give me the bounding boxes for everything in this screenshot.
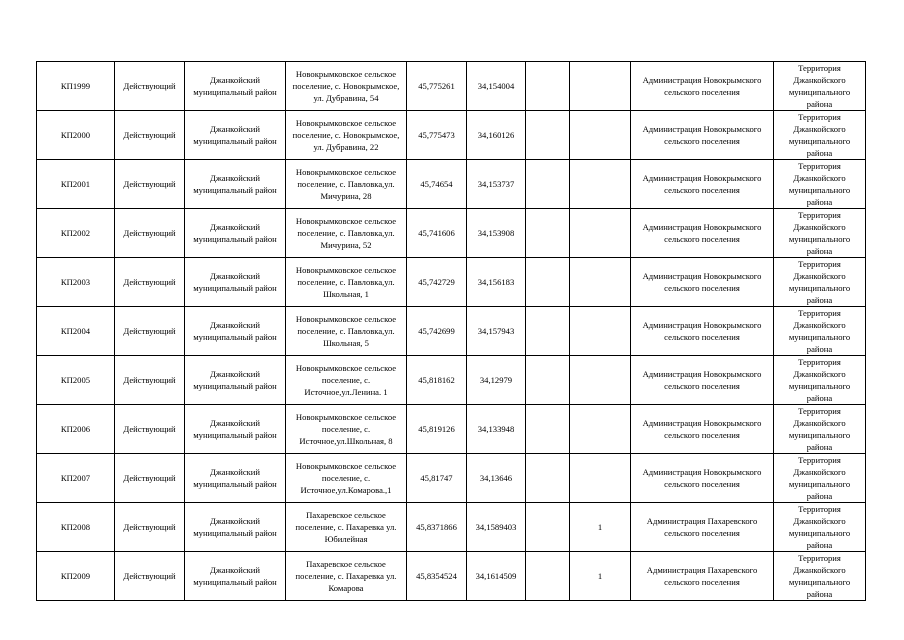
cell-longitude-text: 34,13646 <box>479 473 513 483</box>
cell-latitude-text: 45,74654 <box>420 179 453 189</box>
cell-latitude-text: 45,741606 <box>418 228 455 238</box>
cell-district <box>185 111 286 160</box>
cell-territory-text: Территория Джанкойского муниципального района <box>788 112 851 158</box>
cell-latitude <box>407 307 467 356</box>
cell-status-text: Действующий <box>123 326 176 336</box>
cell-territory-text: Территория Джанкойского муниципального района <box>788 259 851 305</box>
cell-district-text: Джанкойский муниципальный район <box>193 369 277 391</box>
table-row <box>37 160 866 209</box>
cell-longitude <box>467 209 526 258</box>
cell-code-text: КП2005 <box>60 375 91 385</box>
cell-code-text: КП2004 <box>60 326 91 336</box>
cell-longitude <box>467 454 526 503</box>
cell-count <box>570 405 631 454</box>
cell-owner <box>631 258 774 307</box>
cell-address-text: Новокрымковское сельское поселение, с. Павловка,ул. Школьная, 1 <box>295 265 397 299</box>
cell-latitude <box>407 258 467 307</box>
cell-owner <box>631 454 774 503</box>
cell-latitude-text: 45,775261 <box>418 81 455 91</box>
cell-code-text: КП2001 <box>60 179 91 189</box>
cell-longitude-text: 34,157943 <box>477 326 515 336</box>
cell-code <box>37 209 115 258</box>
cell-district-text: Джанкойский муниципальный район <box>193 320 277 342</box>
cell-latitude-text: 45,742729 <box>418 277 455 287</box>
cell-count <box>570 503 631 552</box>
cell-address <box>286 356 407 405</box>
cell-territory-text: Территория Джанкойского муниципального района <box>788 455 851 501</box>
cell-district <box>185 356 286 405</box>
cell-address-text: Новокрымковское сельское поселение, с. Источное,ул.Комарова.,1 <box>295 461 397 495</box>
cell-address-text: Новокрымковское сельское поселение, с. Павловка,ул. Школьная, 5 <box>295 314 397 348</box>
cell-code <box>37 356 115 405</box>
cell-empty <box>526 160 570 209</box>
cell-code-text: КП2007 <box>60 473 91 483</box>
cell-district-text: Джанкойский муниципальный район <box>193 124 277 146</box>
cell-empty <box>526 307 570 356</box>
cell-count <box>570 111 631 160</box>
cell-status-text: Действующий <box>123 179 176 189</box>
cell-longitude-text: 34,153737 <box>477 179 515 189</box>
cell-code <box>37 111 115 160</box>
cell-territory-text: Территория Джанкойского муниципального района <box>788 553 851 599</box>
cell-longitude-text: 34,156183 <box>477 277 515 287</box>
cell-territory <box>774 160 866 209</box>
cell-empty <box>526 552 570 601</box>
cell-status <box>115 258 185 307</box>
cell-latitude <box>407 209 467 258</box>
cell-district <box>185 62 286 111</box>
cell-address-text: Новокрымковское сельское поселение, с. Павловка,ул. Мичурина, 28 <box>295 167 397 201</box>
cell-latitude-text: 45,8354524 <box>416 571 457 581</box>
cell-latitude-text: 45,775473 <box>418 130 455 140</box>
cell-code <box>37 552 115 601</box>
cell-district <box>185 209 286 258</box>
cell-count <box>570 552 631 601</box>
cell-code-text: КП2000 <box>60 130 91 140</box>
cell-address-text: Пахаревское сельское поселение, с. Пахаревка ул. Комарова <box>295 559 397 593</box>
cell-longitude-text: 34,12979 <box>479 375 513 385</box>
cell-district <box>185 503 286 552</box>
cell-longitude <box>467 160 526 209</box>
cell-status-text: Действующий <box>123 277 176 287</box>
cell-status <box>115 405 185 454</box>
cell-longitude-text: 34,1589403 <box>475 522 517 532</box>
cell-status-text: Действующий <box>123 81 176 91</box>
cell-longitude <box>467 62 526 111</box>
cell-count-text: 1 <box>597 571 603 581</box>
cell-owner <box>631 111 774 160</box>
cell-longitude-text: 34,160126 <box>477 130 515 140</box>
cell-owner <box>631 503 774 552</box>
cell-longitude <box>467 405 526 454</box>
cell-latitude <box>407 454 467 503</box>
cell-status-text: Действующий <box>123 375 176 385</box>
cell-address <box>286 552 407 601</box>
cell-latitude-text: 45,81747 <box>420 473 453 483</box>
cell-latitude <box>407 356 467 405</box>
cell-district-text: Джанкойский муниципальный район <box>193 418 277 440</box>
cell-code <box>37 160 115 209</box>
table-row <box>37 62 866 111</box>
cell-latitude <box>407 405 467 454</box>
cell-empty <box>526 62 570 111</box>
cell-longitude <box>467 111 526 160</box>
cell-status <box>115 209 185 258</box>
cell-latitude <box>407 160 467 209</box>
cell-address-text: Новокрымковское сельское поселение, с. Новокрымское, ул. Дубравина, 54 <box>292 69 400 103</box>
cell-address <box>286 307 407 356</box>
cell-count <box>570 454 631 503</box>
cell-address <box>286 62 407 111</box>
cell-address <box>286 258 407 307</box>
cell-empty <box>526 111 570 160</box>
cell-district-text: Джанкойский муниципальный район <box>193 467 277 489</box>
cell-owner <box>631 209 774 258</box>
cell-district-text: Джанкойский муниципальный район <box>193 75 277 97</box>
cell-territory <box>774 307 866 356</box>
cell-count <box>570 160 631 209</box>
cell-status <box>115 111 185 160</box>
cell-longitude <box>467 258 526 307</box>
cell-territory-text: Территория Джанкойского муниципального района <box>788 504 851 550</box>
table-row <box>37 258 866 307</box>
cell-district <box>185 405 286 454</box>
cell-status <box>115 503 185 552</box>
cell-longitude-text: 34,153908 <box>477 228 515 238</box>
cell-district-text: Джанкойский муниципальный район <box>193 173 277 195</box>
cell-latitude <box>407 62 467 111</box>
cell-status <box>115 356 185 405</box>
cell-district <box>185 454 286 503</box>
cell-status <box>115 160 185 209</box>
cell-address <box>286 209 407 258</box>
cell-status <box>115 552 185 601</box>
cell-address <box>286 503 407 552</box>
cell-longitude <box>467 307 526 356</box>
table-row <box>37 405 866 454</box>
cell-territory-text: Территория Джанкойского муниципального района <box>788 161 851 207</box>
cell-status-text: Действующий <box>123 571 176 581</box>
cell-count <box>570 258 631 307</box>
cell-owner <box>631 62 774 111</box>
cell-code-text: КП2003 <box>60 277 91 287</box>
cell-latitude <box>407 552 467 601</box>
cell-owner-text: Администрация Новокрымского сельского поселения <box>642 369 762 391</box>
cell-code-text: КП2002 <box>60 228 91 238</box>
registry-table <box>36 61 866 601</box>
cell-status <box>115 307 185 356</box>
cell-address <box>286 160 407 209</box>
cell-latitude <box>407 111 467 160</box>
cell-latitude-text: 45,742699 <box>418 326 455 336</box>
cell-territory-text: Территория Джанкойского муниципального района <box>788 210 851 256</box>
cell-count <box>570 356 631 405</box>
cell-territory <box>774 552 866 601</box>
cell-status-text: Действующий <box>123 130 176 140</box>
cell-territory <box>774 209 866 258</box>
cell-code-text: КП2006 <box>60 424 91 434</box>
cell-owner-text: Администрация Новокрымского сельского поселения <box>642 222 762 244</box>
cell-code-text: КП1999 <box>60 81 91 91</box>
cell-owner <box>631 405 774 454</box>
cell-latitude-text: 45,818162 <box>418 375 455 385</box>
cell-longitude <box>467 356 526 405</box>
cell-owner <box>631 356 774 405</box>
cell-owner <box>631 552 774 601</box>
table-row <box>37 307 866 356</box>
cell-district-text: Джанкойский муниципальный район <box>193 565 277 587</box>
cell-address-text: Новокрымковское сельское поселение, с. Павловка,ул. Мичурина, 52 <box>295 216 397 250</box>
cell-owner-text: Администрация Новокрымского сельского поселения <box>642 271 762 293</box>
cell-address <box>286 454 407 503</box>
cell-owner-text: Администрация Пахаревского сельского поселения <box>646 516 758 538</box>
cell-code <box>37 454 115 503</box>
cell-territory <box>774 356 866 405</box>
table-body <box>37 62 866 601</box>
cell-code <box>37 62 115 111</box>
cell-longitude <box>467 552 526 601</box>
cell-status <box>115 62 185 111</box>
cell-district <box>185 160 286 209</box>
table-row <box>37 552 866 601</box>
cell-status-text: Действующий <box>123 424 176 434</box>
table-row <box>37 454 866 503</box>
cell-status-text: Действующий <box>123 228 176 238</box>
cell-empty <box>526 209 570 258</box>
cell-empty <box>526 356 570 405</box>
cell-territory <box>774 62 866 111</box>
cell-address-text: Новокрымковское сельское поселение, с. Источное,ул.Ленина. 1 <box>295 363 397 397</box>
cell-territory-text: Территория Джанкойского муниципального района <box>788 406 851 452</box>
cell-code <box>37 258 115 307</box>
cell-district-text: Джанкойский муниципальный район <box>193 222 277 244</box>
cell-empty <box>526 258 570 307</box>
cell-count-text: 1 <box>597 522 603 532</box>
cell-latitude <box>407 503 467 552</box>
cell-empty <box>526 405 570 454</box>
cell-district-text: Джанкойский муниципальный район <box>193 271 277 293</box>
cell-status-text: Действующий <box>123 522 176 532</box>
table-row <box>37 356 866 405</box>
cell-longitude-text: 34,1614509 <box>475 571 517 581</box>
cell-territory <box>774 503 866 552</box>
cell-territory <box>774 405 866 454</box>
cell-empty <box>526 454 570 503</box>
cell-address-text: Пахаревское сельское поселение, с. Пахаревка ул. Юбилейная <box>295 510 397 544</box>
cell-territory-text: Территория Джанкойского муниципального района <box>788 308 851 354</box>
table-row <box>37 111 866 160</box>
cell-owner-text: Администрация Новокрымского сельского поселения <box>642 124 762 146</box>
cell-owner-text: Администрация Новокрымского сельского поселения <box>642 418 762 440</box>
cell-longitude-text: 34,133948 <box>477 424 515 434</box>
cell-longitude <box>467 503 526 552</box>
cell-territory <box>774 258 866 307</box>
cell-status-text: Действующий <box>123 473 176 483</box>
cell-longitude-text: 34,154004 <box>477 81 515 91</box>
table-row <box>37 503 866 552</box>
cell-code-text: КП2009 <box>60 571 91 581</box>
cell-owner <box>631 160 774 209</box>
cell-owner-text: Администрация Новокрымского сельского поселения <box>642 173 762 195</box>
cell-district <box>185 258 286 307</box>
cell-district <box>185 552 286 601</box>
cell-address <box>286 111 407 160</box>
cell-count <box>570 62 631 111</box>
cell-address-text: Новокрымковское сельское поселение, с. Новокрымское, ул. Дубравина, 22 <box>292 118 400 152</box>
cell-owner-text: Администрация Новокрымского сельского поселения <box>642 320 762 342</box>
cell-territory-text: Территория Джанкойского муниципального района <box>788 357 851 403</box>
cell-owner-text: Администрация Пахаревского сельского поселения <box>646 565 758 587</box>
cell-territory <box>774 454 866 503</box>
cell-owner-text: Администрация Новокрымского сельского поселения <box>642 467 762 489</box>
cell-owner-text: Администрация Новокрымского сельского поселения <box>642 75 762 97</box>
cell-owner <box>631 307 774 356</box>
cell-empty <box>526 503 570 552</box>
cell-code <box>37 307 115 356</box>
cell-status <box>115 454 185 503</box>
cell-code <box>37 405 115 454</box>
cell-code-text: КП2008 <box>60 522 91 532</box>
table-row <box>37 209 866 258</box>
cell-district <box>185 307 286 356</box>
cell-address-text: Новокрымковское сельское поселение, с. Источное,ул.Школьная, 8 <box>295 412 397 446</box>
cell-code <box>37 503 115 552</box>
cell-address <box>286 405 407 454</box>
cell-district-text: Джанкойский муниципальный район <box>193 516 277 538</box>
cell-territory <box>774 111 866 160</box>
cell-latitude-text: 45,8371866 <box>416 522 457 532</box>
cell-latitude-text: 45,819126 <box>418 424 455 434</box>
cell-territory-text: Территория Джанкойского муниципального района <box>788 63 851 109</box>
cell-count <box>570 307 631 356</box>
cell-count <box>570 209 631 258</box>
